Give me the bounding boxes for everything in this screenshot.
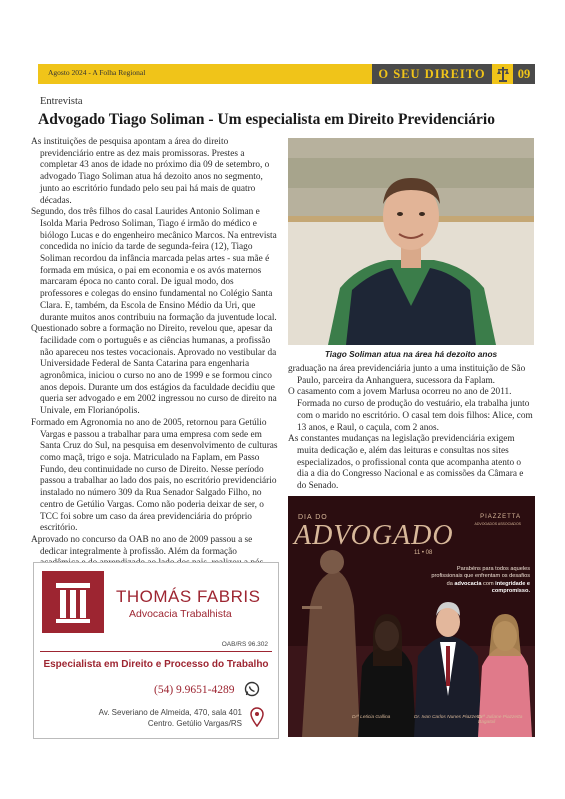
whatsapp-icon — [244, 681, 260, 697]
ad-address-line2: Centro. Getúlio Vargas/RS — [147, 719, 242, 728]
ad-label-big: ADVOGADO — [294, 520, 454, 551]
ad-person-name: Drª Juliane Piazzetta Bagatoli — [478, 715, 523, 725]
paragraph: Aprovado no concurso da OAB no ano de 2009 passou a se dedicar integralmente à profissão. Além da formação — [31, 534, 253, 557]
page-header-bar — [38, 64, 529, 84]
ad-specialty: Especialista em Direito e Processo do Trabalho — [43, 659, 269, 670]
article-column-left — [31, 137, 278, 570]
ad-person-name: Dr. Ivan Carlos Nunes Piazzetta — [414, 715, 483, 720]
ad-label-small: DIA DO — [298, 514, 328, 521]
paragraph: As constantes mudanças na legislação previdenciária exigem muita dedicação e, além das leituras e consultas nos sites especializados, o profissional conta que acompanha atento o dia a dia do Congresso Nacional e as comissões da Câmara e do Senado. — [288, 434, 524, 492]
ad-divider — [40, 651, 272, 652]
ad-brand-subtitle: ADVOGADOS ASSOCIADOS — [474, 522, 521, 526]
ad-oab-number: OAB/RS 96.302 — [221, 641, 268, 648]
page-number: 09 — [513, 64, 535, 84]
paragraph: As instituições de pesquisa apontam a área do direito previdenciário entre as dez mais promissoras. Prestes a completar 43 anos de idade no próximo dia 09 de setembro, o advogado Tiago Soliman atua há dezoito anos no segmento, junto ao escritório fundado pelo seu pai há mais de quatro décadas. — [31, 137, 270, 206]
ad-phone[interactable]: (54) 9.9651-4289 — [154, 684, 235, 696]
justice-scale-icon — [496, 66, 510, 82]
article-headline: Advogado Tiago Soliman - Um especialista em Direito Previdenciário — [38, 111, 495, 128]
ad-brand: PIAZZETTA — [480, 514, 521, 520]
issue-date: Agosto 2024 - A Folha Regional — [48, 68, 146, 77]
photo-caption: Tiago Soliman atua na área há dezoito anos — [324, 349, 498, 359]
location-pin-icon — [250, 707, 264, 727]
ad-thomas-fabris[interactable] — [33, 562, 279, 739]
ad-firm-name: THOMÁS FABRIS — [116, 587, 261, 606]
ad-address-line1: Av. Severiano de Almeida, 470, sala 401 — [98, 708, 242, 717]
portrait-photo — [288, 138, 534, 345]
ad-message: Parabéns para todos aqueles profissionais que enfrentam os desafios da advocacia com integridade e compromisso. — [431, 566, 530, 595]
portrait-illustration — [288, 138, 534, 345]
ad-firm-subtitle: Advocacia Trabalhista — [129, 608, 232, 620]
ad-piazzetta[interactable] — [288, 496, 535, 737]
ad-date: 11 • 08 — [414, 550, 433, 556]
article-kicker: Entrevista — [40, 96, 83, 107]
column-logo-icon — [42, 571, 104, 633]
ad-person-name: Drª Leticia Gallina — [352, 715, 391, 720]
article-column-right — [288, 364, 534, 493]
paragraph: Formado em Agronomia no ano de 2005, retornou para Getúlio Vargas e passou a trabalhar para uma empresa com sede em Santa Cruz do Sul, na pesquisa em desenvolvimento de culturas como maçã, trigo e soja. Matriculado na Faplam, em Passo Fundo, deu continuidade no curso de Direito. Nesse período passou a trabalhar ao lado dos pais, no escritório previdenciário instalado no número 309 da Rua Senador Salgado Filho, no centro de Getúlio Vargas. Como não poderia deixar de ser, o TCC foi sobre um caso da área previdenciária do próprio escritório. — [31, 417, 278, 534]
paragraph: Questionado sobre a formação no Direito, revelou que, apesar da facilidade com o português e as ciências humanas, a profissão não apareceu nos testes vocacionais. Aprovado no vestibular da Universidade Federal de Santa Catarina para engenharia agronômica, iniciou o curso no ano de 1999 e se formou cinco anos depois. Durante um dos estágios da faculdade decidiu que queria ser advogado e em 2002 ingressou no curso de direito na Univale, em Florianópolis. — [31, 324, 277, 417]
paragraph: Segundo, dos três filhos do casal Laurides Antonio Soliman e Isolda Maria Pedroso Soliman, Tiago é irmão do médico e biólogo Lucas e do engenheiro mecânico Marcos. Na entrevista concedida no início da tarde de segunda-feira (12), Tiago Soliman recordou da infância marcada pelas artes - sua mãe é formada em música, o pai em economia e os avós maternos marcaram época no canto coral. De igual modo, dos professores e colegas do ensino fundamental no Colégio Santa Clara. E, também, da Escola de Ensino Médio da Uri, que durante muitos anos contribuiu na formação da juventude local. — [31, 207, 277, 323]
paragraph: graduação na área previdenciária junto a uma instituição de São Paulo, parceira da Anhanguera, sucessora da Faplam. — [288, 364, 526, 386]
paragraph: O casamento com a jovem Marlusa ocorreu no ano de 2011. Formada no curso de produção do vestuário, ela trabalha junto com o marido no escritório. O casal tem dois filhos: Alice, com 13 anos, e Raul, o caçula, com 2 anos. — [288, 387, 533, 433]
section-label: O SEU DIREITO — [372, 64, 492, 84]
